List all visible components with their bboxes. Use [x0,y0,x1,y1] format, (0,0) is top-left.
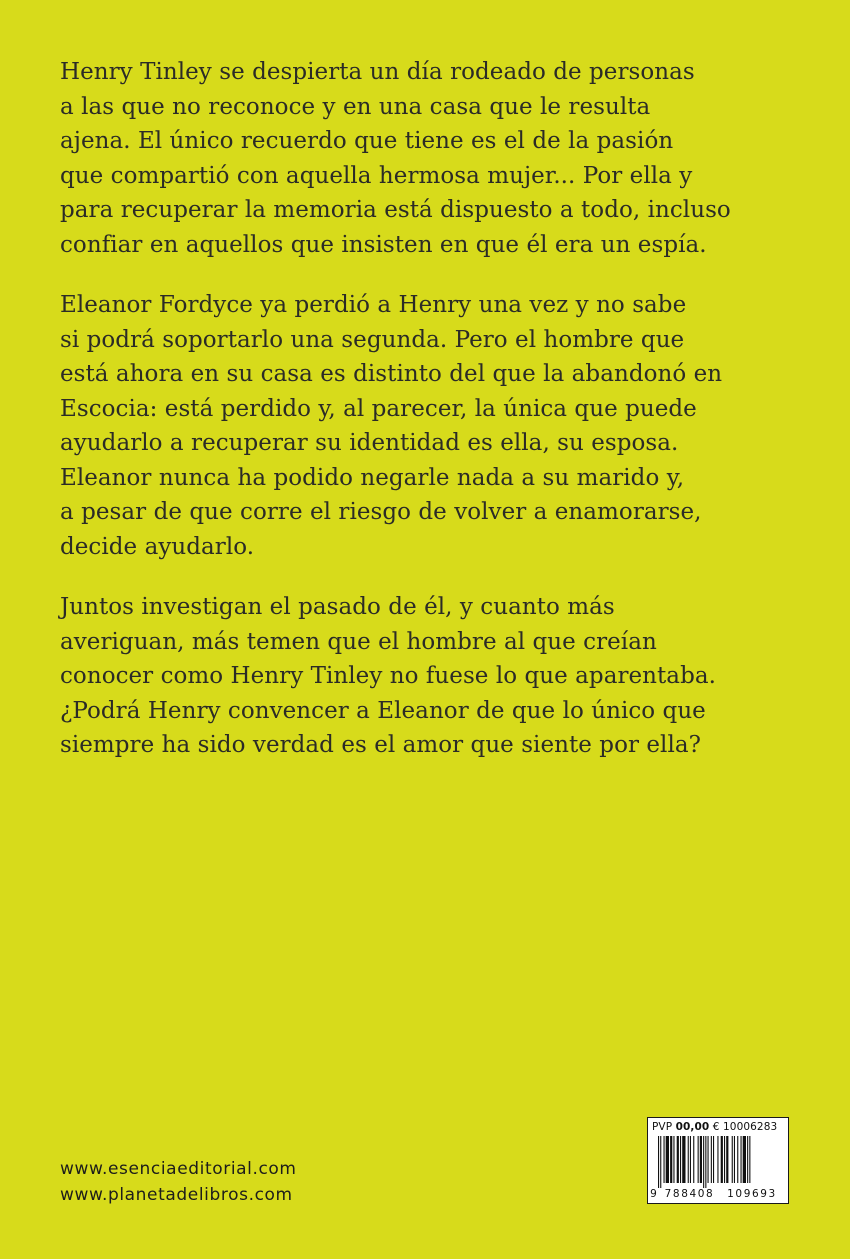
isbn-first-digit: 9 [650,1188,657,1200]
blurb-paragraph-2: Eleanor Fordyce ya perdió a Henry una vez y no sabe si podrá soportarlo una segunda. Pero el hombre que está ahora en su casa es distinto del que la abandonó en Escocia: está perdido y, al parecer, la única que puede ayudarlo a recuperar su identidad es ella, su esposa. Eleanor nunca ha podido negarle nada a su marido y, a pesar de que corre el riesgo de volver a enamorarse, decide ayudarlo. [60,292,723,560]
product-code: 10006283 [723,1121,778,1133]
barcode-bar [664,1136,665,1183]
barcode-label [647,1117,789,1204]
barcode-bar [693,1136,694,1183]
barcode-bar [670,1136,672,1183]
barcode-bar [721,1136,723,1183]
website-url-planeta: www.planetadelibros.com [60,1185,293,1205]
barcode-bar [682,1136,685,1183]
barcode-bar [741,1136,742,1183]
barcode-bar [705,1136,706,1188]
barcode-bar [711,1136,712,1183]
barcode-bar [688,1136,689,1183]
barcode-bar [717,1136,718,1183]
back-cover-blurb [60,55,780,789]
barcode-bar [703,1136,704,1188]
pvp-label: PVP [652,1121,673,1133]
blurb-paragraph-1: Henry Tinley se despierta un día rodeado de personas a las que no reconoce y en una casa que le resulta ajena. El único recuerdo que tiene es el de la pasión que compartió con aquella hermosa mujer... Por ella y para recuperar la memoria está dispuesto a todo, incluso confiar en aquellos que insisten en que él era un espía. [60,59,731,258]
barcode-bar [666,1136,669,1183]
barcode-bar [734,1136,735,1183]
publisher-websites [60,1156,297,1208]
barcode-bar [673,1136,674,1183]
blurb-paragraph-3: Juntos investigan el pasado de él, y cuanto más averiguan, más temen que el hombre al que creían conocer como Henry Tinley no fuese lo que aparentaba. ¿Podrá Henry convencer a Eleanor de que lo único que siempre ha sido verdad es el amor que siente por ella? [60,594,716,758]
barcode-bar [713,1136,714,1183]
barcode-bar [658,1136,659,1188]
barcode-bar [747,1136,748,1183]
barcode-bar [743,1136,746,1183]
barcode-bar [749,1136,750,1183]
barcode-bar [726,1136,728,1183]
barcode-bar [732,1136,733,1183]
price-value: 00,00 [675,1121,710,1133]
barcode-bar [690,1136,691,1183]
barcode-bar [677,1136,679,1183]
barcode-bar [680,1136,681,1183]
currency-symbol: € [712,1121,720,1133]
price-line [652,1121,777,1133]
barcode-bar [724,1136,725,1183]
barcode-bar [737,1136,738,1183]
barcode-bar [708,1136,709,1183]
isbn-left-group: 788408 [664,1188,715,1200]
barcode-bar [698,1136,699,1183]
barcode-bars [654,1136,782,1188]
isbn-digits [648,1188,788,1200]
isbn-right-group: 109693 [727,1188,777,1200]
barcode-bar [700,1136,702,1183]
barcode-bar [660,1136,661,1188]
website-url-esencia: www.esenciaeditorial.com [60,1159,297,1179]
